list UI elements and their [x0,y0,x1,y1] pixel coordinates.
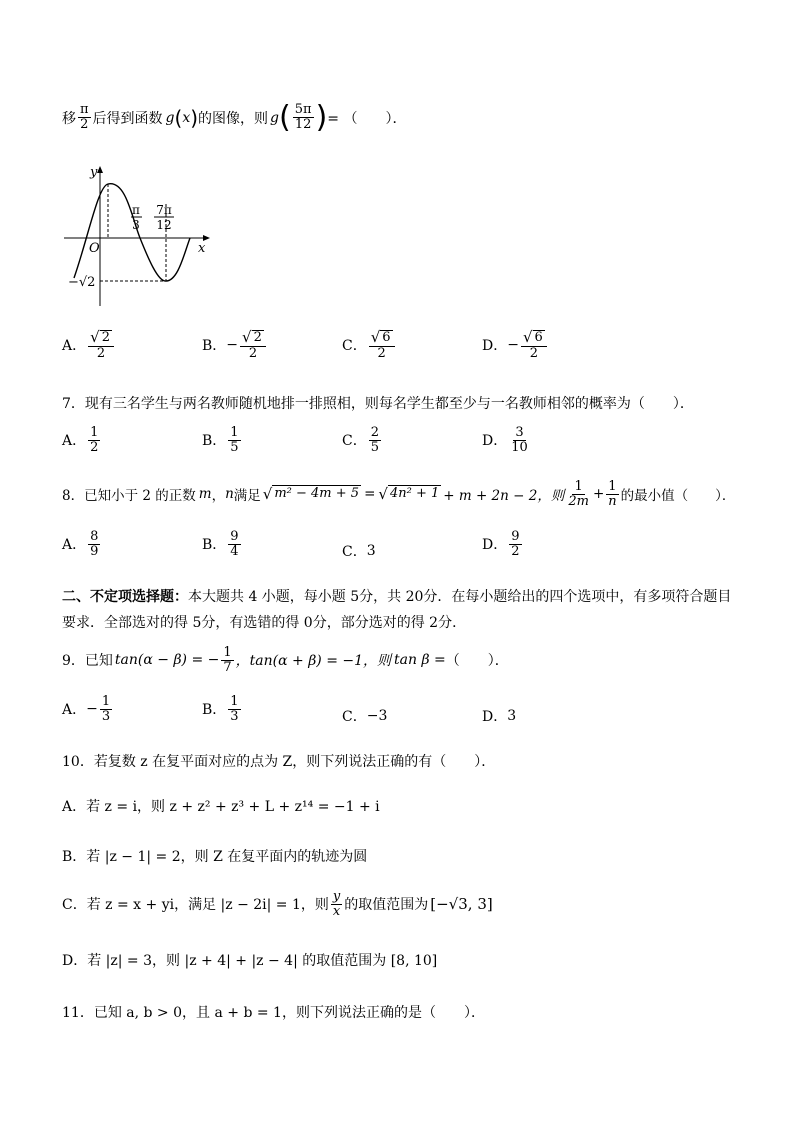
q8-option-d[interactable]: D． $\frac{9}{2}$ [482,529,520,559]
svg-text:12: 12 [156,218,172,232]
q7-option-d[interactable]: D． $\frac{3}{10}$ [482,425,528,455]
q7-stem: 7．现有三名学生与两名教师随机地排一排照相，则每名学生都至少与一名教师相邻的概率为（ ）． [62,396,694,412]
q6-text-3: 的图像，则 [198,110,269,127]
q8-option-c[interactable]: C． 3 [342,543,376,560]
section2-line2: 要求．全部选对的得 5分，有选错的得 0分，部分选对的得 2分． [62,615,467,631]
ymin-label: −√2 [68,275,96,290]
q9-option-a[interactable]: A． − $\frac{1}{3}$ [62,694,111,724]
q10-option-a[interactable]: A．若 z = i，则 z + z² + z³ + L + z¹⁴ = −1 + i [62,799,380,815]
q11-stem: 11．已知 a, b > 0，且 a + b = 1，则下列说法正确的是（ ）． [62,1005,485,1021]
q9-option-d[interactable]: D． 3 [482,708,517,725]
q6-option-a[interactable]: A． √ 2 2 [62,330,116,360]
svg-text:3: 3 [132,218,140,232]
q6-option-b[interactable]: B． − √ 2 2 [202,330,268,360]
q10-option-d[interactable]: D．若 |z| = 3，则 |z + 4| + |z − 4| 的取值范围为 [8, 10] [62,953,438,969]
q9-stem: 9．已知 tan(α − β) = − $\frac{1}{7}$ ，tan(α + β) = −1，则 tan β = （ ）． [62,645,509,675]
q9-option-c[interactable]: C． −3 [342,708,388,725]
q6-option-c[interactable]: C． √ 6 2 [342,330,397,360]
section2-line1: 二、不定项选择题：本大题共 4 小题，每小题 5分，共 20分．在每小题给出的四个选项中，有多项符合题目 [62,589,732,605]
q6-option-d[interactable]: D． − √ 6 2 [482,330,549,360]
svg-text:7π: 7π [156,203,172,217]
svg-text:π: π [132,203,140,217]
q10-option-c[interactable]: C．若 z = x + yi，满足 |z − 2i| = 1，则 $\frac{y}{x}$ 的取值范围为 [−√3, 3] [62,889,493,919]
q10-option-b[interactable]: B．若 |z − 1| = 2，则 Z 在复平面内的轨迹为圆 [62,849,368,865]
q6-text-2: 后得到函数 [92,110,163,127]
x-label: x [198,241,206,256]
q6-arg-frac: $\frac{5\pi}{12}$ [294,102,312,132]
q8-option-a[interactable]: A． $\frac{8}{9}$ [62,529,99,559]
q6-tail: 移 $\frac{\pi}{2}$ 后得到函数 g ( x ) 的图像，则 g ( $\frac{5\pi}{12}$ ) = （ ）． [62,100,407,135]
q6-shift-frac: $\frac{\pi}{2}$ [80,102,89,132]
section2-title: 二、不定项选择题： [62,589,188,605]
q8-stem: 8．已知小于 2 的正数 m ， n 满足 √ m² − 4m + 5 = √ 4n² + 1 + m + 2n − 2，则 $\frac{1}{2m}$ + $\frac{1}{n}$ 的最小值（ ）． [62,479,736,509]
q6-text-4: = （ ）． [327,110,407,127]
q7-option-c[interactable]: C． $\frac{2}{5}$ [342,425,379,455]
sine-graph [60,158,220,308]
q8-option-b[interactable]: B． $\frac{9}{4}$ [202,529,239,559]
q10-stem: 10．若复数 z 在复平面对应的点为 Z，则下列说法正确的有（ ）． [62,754,496,770]
q7-option-a[interactable]: A． $\frac{1}{2}$ [62,425,99,455]
q9-option-b[interactable]: B． $\frac{1}{3}$ [202,694,239,724]
q7-option-b[interactable]: B． $\frac{1}{5}$ [202,425,239,455]
q6-text-1: 移 [62,110,76,127]
sine-curve [74,184,190,281]
y-label: y [90,165,98,180]
origin-label: O [89,241,100,256]
